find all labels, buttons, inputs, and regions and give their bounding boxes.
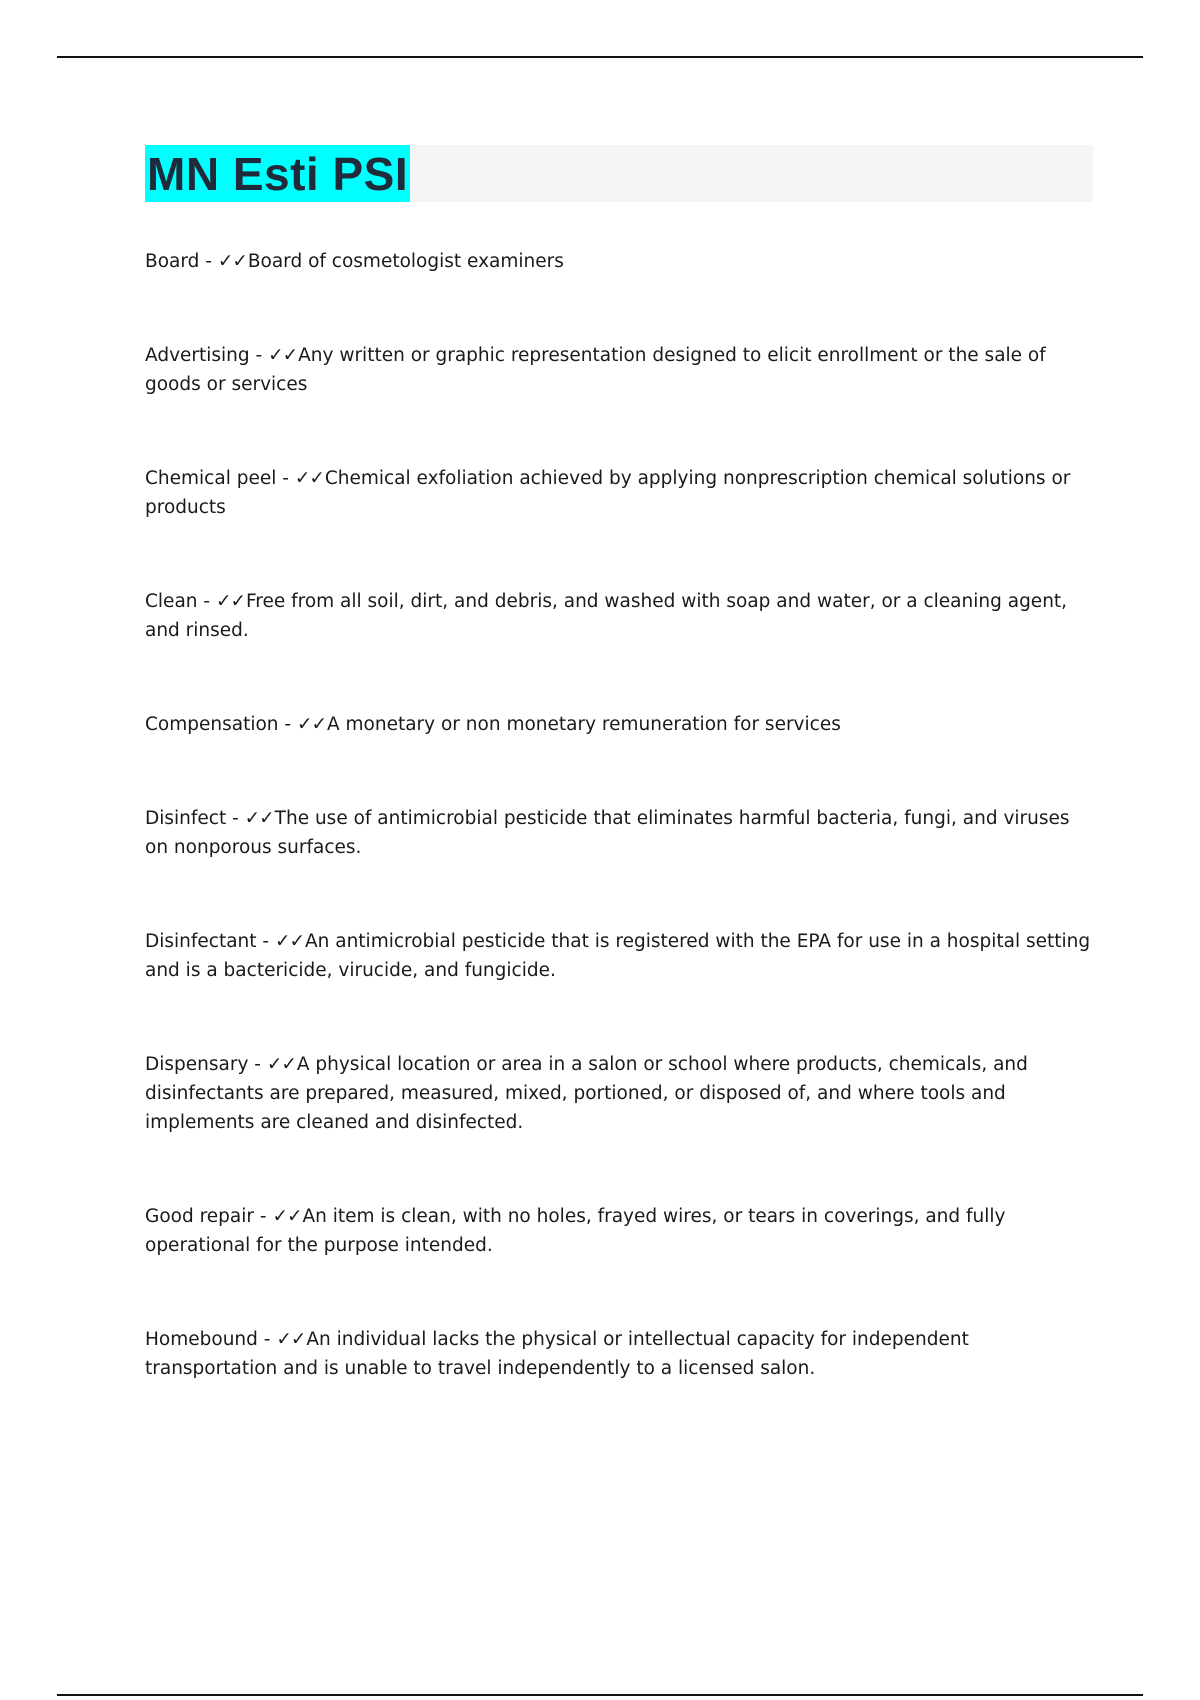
glossary-entry xyxy=(145,710,1095,739)
entry-definition: An item is clean, with no holes, frayed wires, or tears in coverings, and fully operational for the purpose intended. xyxy=(145,1206,1006,1256)
entry-term: Disinfect xyxy=(145,808,227,829)
check-icon: ✓✓ xyxy=(296,714,326,735)
title-highlight xyxy=(145,145,410,202)
entry-term: Disinfectant xyxy=(145,931,257,952)
entry-separator: - xyxy=(199,251,218,272)
entry-term: Board xyxy=(145,251,200,272)
check-icon: ✓✓ xyxy=(266,1054,296,1075)
title-bar xyxy=(145,145,1093,202)
check-icon: ✓✓ xyxy=(294,468,324,489)
entry-term: Homebound xyxy=(145,1329,258,1350)
check-icon: ✓✓ xyxy=(244,808,274,829)
glossary-entry xyxy=(145,1202,1095,1260)
glossary-entry xyxy=(145,341,1095,399)
entry-term: Clean xyxy=(145,591,198,612)
check-icon: ✓✓ xyxy=(268,345,298,366)
entry-definition: An antimicrobial pesticide that is registered with the EPA for use in a hospital setting and is a bactericide, virucide, and fungicide. xyxy=(145,931,1091,981)
entry-term: Good repair xyxy=(145,1206,255,1227)
glossary-entry xyxy=(145,1050,1095,1137)
entry-definition: Free from all soil, dirt, and debris, and washed with soap and water, or a cleaning agent, and rinsed. xyxy=(145,591,1068,641)
check-icon: ✓✓ xyxy=(274,931,304,952)
entry-definition: Any written or graphic representation designed to elicit enrollment or the sale of goods or services xyxy=(145,345,1046,395)
entry-separator: - xyxy=(248,1054,267,1075)
entry-separator: - xyxy=(226,808,245,829)
glossary-entry xyxy=(145,1325,1095,1383)
glossary-list xyxy=(145,247,1095,1448)
entry-term: Compensation xyxy=(145,714,279,735)
glossary-entry xyxy=(145,587,1095,645)
entry-term: Dispensary xyxy=(145,1054,249,1075)
glossary-entry xyxy=(145,464,1095,522)
entry-definition: Chemical exfoliation achieved by applying nonprescription chemical solutions or products xyxy=(145,468,1071,518)
check-icon: ✓✓ xyxy=(272,1206,302,1227)
bottom-rule xyxy=(57,1694,1143,1696)
entry-separator: - xyxy=(276,468,295,489)
entry-separator: - xyxy=(249,345,269,366)
check-icon: ✓✓ xyxy=(276,1329,306,1350)
entry-definition: Board of cosmetologist examiners xyxy=(247,251,564,272)
entry-separator: - xyxy=(278,714,297,735)
entry-definition: An individual lacks the physical or intellectual capacity for independent transportation and is unable to travel independently to a licensed salon. xyxy=(145,1329,969,1379)
glossary-entry xyxy=(145,804,1095,862)
entry-separator: - xyxy=(257,1329,277,1350)
check-icon: ✓✓ xyxy=(217,251,247,272)
glossary-entry xyxy=(145,247,1095,276)
top-rule xyxy=(57,56,1143,58)
entry-definition: The use of antimicrobial pesticide that eliminates harmful bacteria, fungi, and viruses on nonporous surfaces. xyxy=(145,808,1070,858)
entry-definition: A physical location or area in a salon or school where products, chemicals, and disinfectants are prepared, measured, mixed, portioned, or disposed of, and where tools and implements are cleaned and disinfected. xyxy=(145,1054,1028,1133)
entry-definition: A monetary or non monetary remuneration for services xyxy=(326,714,841,735)
check-icon: ✓✓ xyxy=(215,591,245,612)
glossary-entry xyxy=(145,927,1095,985)
entry-separator: - xyxy=(254,1206,273,1227)
entry-separator: - xyxy=(197,591,216,612)
entry-separator: - xyxy=(256,931,275,952)
entry-term: Advertising xyxy=(145,345,250,366)
entry-term: Chemical peel xyxy=(145,468,277,489)
document-title: MN Esti PSI xyxy=(147,147,409,200)
